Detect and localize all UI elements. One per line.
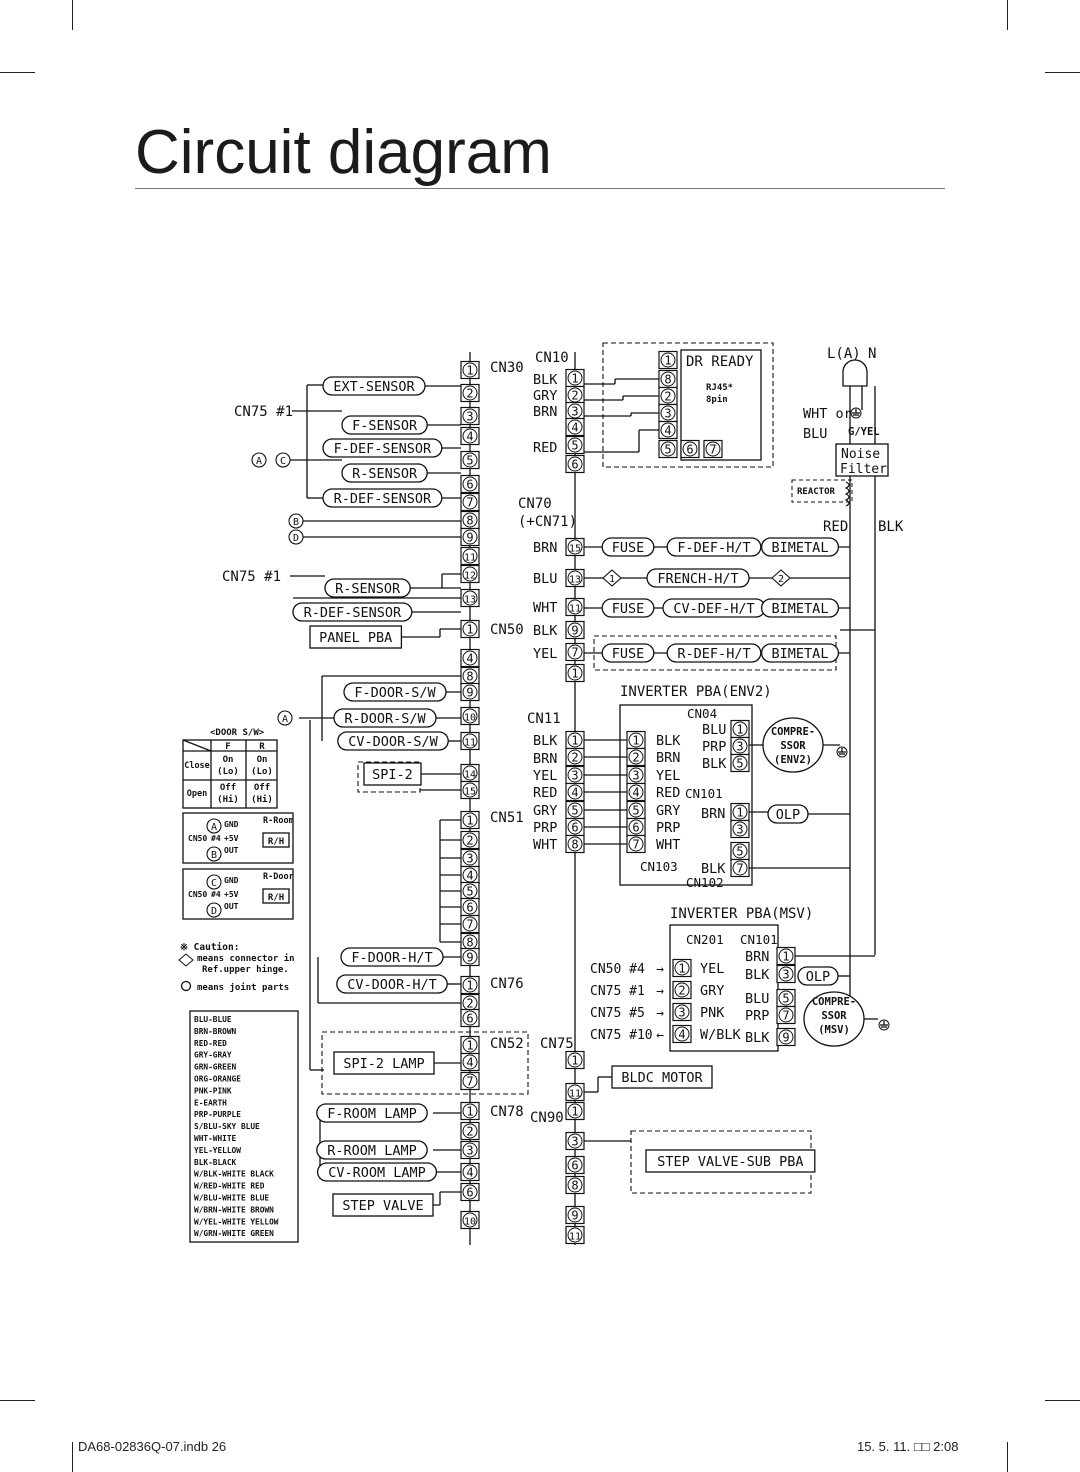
page-title: Circuit diagram	[135, 118, 552, 187]
connector-label: CN51	[490, 810, 524, 826]
legend-entry: BLU-BLUE	[194, 1015, 232, 1024]
pin-number: 6	[571, 1158, 579, 1173]
wire-color-label: BRN	[745, 949, 770, 965]
legend-entry: RED-RED	[194, 1038, 227, 1048]
component-label: F-DOOR-S/W	[354, 685, 436, 701]
wire-color-label: YEL	[656, 768, 681, 784]
pin-number: 8	[466, 513, 474, 528]
pin-number: 7	[466, 1074, 474, 1089]
sensor-pin-label: GND	[224, 820, 239, 829]
pin-number: 13	[568, 574, 582, 586]
wire-color-label: PRP	[745, 1008, 770, 1024]
table-header: R	[259, 742, 265, 752]
connector-label: CN102	[686, 875, 724, 890]
component-label: R-DEF-SENSOR	[333, 491, 432, 507]
table-cell: (Hi)	[251, 795, 273, 805]
table-cell: (Lo)	[251, 767, 273, 777]
connector-label: CN11	[527, 711, 561, 727]
component-label: R-DEF-H/T	[677, 646, 751, 662]
pin-number: 1	[571, 1053, 579, 1068]
pin-number: 1	[466, 1104, 474, 1119]
sensor-cn-label: CN50	[188, 834, 208, 843]
pin-number: 7	[466, 495, 474, 510]
diamond-label: 2	[777, 574, 785, 585]
wire-color-label: RED	[533, 440, 558, 456]
power-label: BLU	[803, 426, 828, 442]
arrow-icon: →	[656, 962, 664, 977]
connector-label: CN30	[490, 360, 524, 376]
caution-text: means joint parts	[197, 983, 290, 993]
table-row-label: Open	[186, 789, 208, 799]
pin-number: 5	[664, 442, 672, 457]
wire-color-label: BLK	[702, 756, 727, 772]
sensor-pin-label: OUT	[224, 846, 239, 855]
pin-number: 5	[782, 991, 790, 1006]
wire-color-label: RED	[656, 785, 681, 801]
pin-number: 1	[678, 961, 686, 976]
connector-label: CN75 #1	[234, 404, 294, 420]
pin-number: 8	[466, 669, 474, 684]
wire-color-label: BLU	[533, 571, 558, 587]
pin-number: 3	[571, 768, 579, 783]
connector-label: CN75 #1	[222, 569, 282, 585]
wire-color-label: BRN	[533, 540, 558, 556]
pin-number: 4	[571, 420, 579, 435]
component-label: CV-DOOR-S/W	[348, 734, 438, 750]
wire-color-label: YEL	[533, 768, 558, 784]
legend-entry: W/BLK-WHITE BLACK	[194, 1169, 274, 1179]
component-label: F-DEF-H/T	[677, 540, 751, 556]
component-label: CV-DEF-H/T	[673, 601, 755, 617]
pin-number: 7	[466, 917, 474, 932]
wire-color-label: BRN	[656, 750, 681, 766]
wire-color-label: GRY	[533, 803, 558, 819]
component-label: FUSE	[611, 540, 645, 556]
pin-number: 5	[571, 438, 579, 453]
pin-number: 5	[571, 803, 579, 818]
pin-number: 6	[632, 820, 640, 835]
diamond-label: 1	[608, 574, 616, 585]
circle-marker-label: C	[210, 878, 218, 889]
legend-entry: PNK-PINK	[194, 1086, 232, 1096]
pin-number: 1	[736, 722, 744, 737]
legend-entry: S/BLU-SKY BLUE	[194, 1122, 260, 1132]
component-label: R-SENSOR	[352, 466, 418, 482]
sensor-pin-label: OUT	[224, 902, 239, 911]
legend-entry: YEL-YELLOW	[194, 1145, 241, 1155]
inverter-title: INVERTER PBA(ENV2)	[620, 684, 772, 700]
connector-label: CN70	[518, 496, 552, 512]
compressor-label: SSOR	[780, 740, 806, 752]
pin-number: 1	[736, 805, 744, 820]
pin-number: 1	[466, 1038, 474, 1053]
pin-number: 4	[466, 1165, 474, 1180]
wire-color-label: GRY	[700, 983, 725, 999]
power-label: Filter	[840, 462, 887, 477]
connector-label: CN50	[490, 622, 524, 638]
connector-label: CN75	[540, 1036, 574, 1052]
circle-marker-label: C	[279, 456, 287, 467]
pin-number: 3	[736, 822, 744, 837]
power-label: G/YEL	[848, 426, 880, 438]
pin-number: 2	[678, 983, 686, 998]
pin-number: 9	[466, 530, 474, 545]
diamond-icon	[179, 954, 193, 966]
inverter-title: INVERTER PBA(MSV)	[670, 906, 814, 922]
pin-number: 8	[466, 935, 474, 950]
component-label: FUSE	[611, 601, 645, 617]
pin-number: 15	[568, 543, 582, 555]
pin-number: 2	[571, 388, 579, 403]
wire-color-label: PRP	[656, 820, 681, 836]
pin-number: 1	[782, 949, 790, 964]
pin-number: 1	[664, 353, 672, 368]
legend-entry: BLK-BLACK	[194, 1157, 237, 1167]
pin-number: 1	[466, 622, 474, 637]
pin-number: 3	[736, 739, 744, 754]
arrow-icon: →	[656, 1006, 664, 1021]
table-cell: On	[256, 755, 268, 765]
pin-number: 9	[571, 1208, 579, 1223]
pin-number: 2	[466, 386, 474, 401]
pin-number: 9	[782, 1030, 790, 1045]
wire-color-label: BLK	[701, 861, 726, 877]
pin-number: 4	[466, 868, 474, 883]
connector-label: CN76	[490, 976, 524, 992]
pin-number: 13	[463, 594, 477, 606]
table-cell: On	[222, 755, 234, 765]
component-label: F-DEF-SENSOR	[333, 441, 432, 457]
sensor-cn-label: CN50	[188, 890, 208, 899]
wire-color-label: PRP	[702, 739, 727, 755]
table-cell: (Lo)	[217, 767, 239, 777]
pin-number: 4	[678, 1027, 686, 1042]
table-header: F	[225, 742, 231, 752]
legend-entry: E-EARTH	[194, 1098, 227, 1108]
pin-number: 7	[571, 645, 579, 660]
pin-number: 1	[571, 666, 579, 681]
wire-color-label: BLU	[702, 722, 727, 738]
pin-number: 7	[632, 837, 640, 852]
sensor-pin-label: #4	[211, 890, 221, 899]
pin-number: 4	[466, 429, 474, 444]
pin-number: 7	[736, 861, 744, 876]
sensor-pin-label: #4	[211, 834, 221, 843]
circle-marker-label: A	[210, 822, 218, 833]
pin-count-label: 8pin	[706, 395, 728, 405]
wire-color-label: YEL	[533, 646, 558, 662]
pin-number: 4	[466, 1055, 474, 1070]
wire-color-label: BLK	[745, 1030, 770, 1046]
pin-number: 8	[664, 372, 672, 387]
rh-label: R/H	[267, 837, 285, 847]
compressor-label: COMPRE-	[770, 726, 816, 738]
connector-label: CN201	[686, 932, 724, 947]
wire	[183, 740, 211, 751]
component-label: BLDC MOTOR	[621, 1070, 703, 1086]
pin-number: 6	[466, 1185, 474, 1200]
caution-text: means connector in	[197, 954, 295, 964]
pin-number: 3	[632, 768, 640, 783]
component-label: SPI-2 LAMP	[343, 1056, 425, 1072]
power-plug-icon	[843, 360, 867, 386]
pin-number: 4	[571, 785, 579, 800]
component-label: OLP	[805, 969, 831, 985]
component-label: PANEL PBA	[319, 630, 393, 646]
pin-number: 3	[466, 851, 474, 866]
pin-number: 11	[568, 1231, 582, 1243]
component-label: STEP VALVE	[342, 1198, 424, 1214]
legend-entry: ORG-ORANGE	[194, 1074, 241, 1084]
wire-color-label: BLU	[745, 991, 770, 1007]
component-label: BIMETAL	[771, 540, 829, 556]
caution-title: ※ Caution:	[180, 942, 240, 953]
reactor-label: REACTOR	[797, 487, 835, 497]
pin-number: 6	[686, 442, 694, 457]
circle-marker-label: B	[210, 850, 218, 861]
component-label: EXT-SENSOR	[333, 379, 415, 395]
pin-number: 10	[463, 712, 477, 724]
pin-number: 6	[466, 1011, 474, 1026]
pin-number: 11	[463, 552, 477, 564]
pin-number: 5	[632, 803, 640, 818]
power-label: RED	[823, 519, 849, 535]
pin-number: 1	[571, 733, 579, 748]
pin-number: 5	[736, 844, 744, 859]
pin-number: 9	[466, 950, 474, 965]
legend-entry: W/RED-WHITE RED	[194, 1181, 265, 1191]
pin-number: 8	[571, 1178, 579, 1193]
sensor-pin-label: +5V	[224, 834, 239, 843]
pin-number: 9	[571, 623, 579, 638]
component-label: R-SENSOR	[335, 581, 401, 597]
wire-color-label: BLK	[533, 372, 558, 388]
pin-number: 2	[571, 750, 579, 765]
compressor-label: SSOR	[821, 1010, 847, 1022]
wire-color-label: WHT	[533, 600, 558, 616]
sensor-name-label: R-Door	[263, 872, 294, 882]
wire-color-label: BLK	[533, 733, 558, 749]
wire-color-label: PNK	[700, 1005, 725, 1021]
circle-marker-label: B	[292, 517, 300, 528]
pin-number: 7	[782, 1008, 790, 1023]
circle-marker-label: A	[255, 456, 263, 467]
footer-date: 15. 5. 11. □□ 2:08	[857, 1439, 959, 1454]
component-label: STEP VALVE-SUB PBA	[657, 1154, 804, 1170]
pin-number: 1	[571, 1104, 579, 1119]
component-label: F-ROOM LAMP	[327, 1106, 417, 1122]
door-table-title: <DOOR S/W>	[210, 728, 265, 738]
wire-color-label: BRN	[533, 404, 558, 420]
wire-color-label: PRP	[533, 820, 558, 836]
pin-number: 11	[463, 737, 477, 749]
pin-number: 3	[466, 1143, 474, 1158]
wire-color-label: BLK	[745, 967, 770, 983]
wire-color-label: BLK	[656, 733, 681, 749]
power-label: WHT or	[803, 406, 852, 422]
wire-color-label: RED	[533, 785, 558, 801]
wire-color-label: GRY	[656, 803, 681, 819]
pin-number: 1	[466, 363, 474, 378]
connector-label: CN52	[490, 1036, 524, 1052]
pin-number: 5	[466, 884, 474, 899]
pin-number: 3	[782, 967, 790, 982]
pin-number: 3	[678, 1005, 686, 1020]
connector-label: CN78	[490, 1104, 524, 1120]
legend-entry: GRY-GRAY	[194, 1050, 232, 1060]
pin-number: 11	[568, 603, 582, 615]
pin-number: 6	[466, 900, 474, 915]
pin-number: 1	[466, 813, 474, 828]
component-label: CV-DOOR-H/T	[347, 977, 437, 993]
pin-number: 3	[664, 406, 672, 421]
sensor-name-label: R-Room	[263, 816, 294, 826]
msv-input-label: CN75 #5	[590, 1006, 645, 1021]
wire-color-label: BLK	[533, 623, 558, 639]
wire-color-label: YEL	[700, 961, 725, 977]
legend-entry: WHT-WHITE	[194, 1134, 237, 1143]
circle-marker-label: D	[292, 533, 300, 544]
pin-number: 4	[466, 651, 474, 666]
component-label: R-DEF-SENSOR	[303, 605, 402, 621]
connector-label: CN10	[535, 350, 569, 366]
compressor-label: COMPRE-	[811, 996, 857, 1008]
wire-color-label: WHT	[533, 837, 558, 853]
msv-input-label: CN50 #4	[590, 962, 645, 977]
pin-number: 8	[571, 837, 579, 852]
component-label: CV-ROOM LAMP	[328, 1165, 426, 1181]
wire-color-label: WHT	[656, 837, 681, 853]
msv-input-label: CN75 #1	[590, 984, 645, 999]
pin-number: 5	[466, 453, 474, 468]
legend-entry: BRN-BROWN	[194, 1026, 237, 1036]
legend-entry: PRP-PURPLE	[194, 1110, 241, 1120]
legend-entry: W/YEL-WHITE YELLOW	[194, 1217, 279, 1227]
component-label: F-SENSOR	[352, 418, 418, 434]
connector-label: CN04	[687, 706, 718, 721]
footer-file: DA68-02836Q-07.indb 26	[78, 1439, 227, 1454]
legend-entry: W/BRN-WHITE BROWN	[194, 1205, 274, 1215]
pin-number: 3	[466, 409, 474, 424]
arrow-icon: →	[656, 984, 664, 999]
pin-number: 12	[463, 570, 477, 582]
sensor-pin-label: GND	[224, 876, 239, 885]
component-label: BIMETAL	[771, 646, 829, 662]
legend-entry: W/GRN-WHITE GREEN	[194, 1229, 274, 1239]
circle-marker-label: A	[281, 714, 289, 725]
connector-label: CN103	[640, 859, 678, 874]
wire-color-label: BRN	[533, 751, 558, 767]
component-label: BIMETAL	[771, 601, 829, 617]
pin-number: 4	[632, 785, 640, 800]
arrow-icon: ←	[656, 1028, 664, 1043]
wire-color-label: GRY	[533, 388, 558, 404]
dr-ready-title: DR READY	[686, 354, 754, 370]
legend-entry: GRN-GREEN	[194, 1062, 237, 1072]
pin-number: 2	[466, 1124, 474, 1139]
pin-number: 6	[466, 477, 474, 492]
table-cell: (Hi)	[217, 795, 239, 805]
component-label: FUSE	[611, 646, 645, 662]
pin-number: 1	[466, 978, 474, 993]
connector-label: CN101	[740, 932, 778, 947]
pin-number: 7	[709, 442, 717, 457]
component-label: F-DOOR-H/T	[351, 950, 433, 966]
pin-number: 10	[463, 1216, 477, 1228]
component-label: OLP	[775, 807, 801, 823]
table-row-label: Close	[184, 761, 210, 771]
pin-number: 1	[571, 371, 579, 386]
rj45-label: RJ45*	[706, 383, 734, 393]
pin-number: 15	[463, 786, 477, 798]
wire-color-label: BRN	[701, 806, 726, 822]
connector-label: (+CN71)	[518, 514, 578, 530]
pin-number: 5	[736, 756, 744, 771]
sensor-pin-label: +5V	[224, 890, 239, 899]
table-cell: Off	[219, 783, 237, 793]
circle-marker-label: D	[210, 906, 218, 917]
pin-number: 2	[664, 389, 672, 404]
pin-number: 2	[632, 750, 640, 765]
caution-text: Ref.upper hinge.	[202, 965, 289, 975]
power-label: Noise	[841, 447, 881, 462]
pin-number: 2	[466, 833, 474, 848]
pin-number: 4	[664, 423, 672, 438]
rh-label: R/H	[267, 893, 285, 903]
pin-number: 6	[571, 457, 579, 472]
compressor-label: (ENV2)	[774, 754, 812, 766]
power-label: L(A)	[827, 346, 861, 362]
msv-input-label: CN75 #10	[590, 1028, 653, 1043]
component-label: SPI-2	[372, 767, 413, 783]
legend-entry: W/BLU-WHITE BLUE	[194, 1193, 270, 1203]
component-label: R-DOOR-S/W	[344, 711, 426, 727]
pin-number: 3	[571, 1134, 579, 1149]
power-label: BLK	[878, 519, 904, 535]
wire-color-label: W/BLK	[700, 1027, 741, 1043]
component-label: R-ROOM LAMP	[327, 1143, 417, 1159]
compressor-label: (MSV)	[818, 1024, 850, 1036]
pin-number: 2	[466, 996, 474, 1011]
pin-number: 3	[571, 404, 579, 419]
pin-number: 9	[466, 685, 474, 700]
pin-number: 11	[568, 1088, 582, 1100]
component-label: FRENCH-H/T	[657, 571, 739, 587]
pin-number: 1	[632, 733, 640, 748]
connector-label: CN90	[530, 1110, 564, 1126]
power-label: N	[868, 346, 877, 362]
pin-number: 14	[463, 769, 477, 781]
table-cell: Off	[253, 783, 271, 793]
pin-number: 6	[571, 820, 579, 835]
joint-icon	[182, 982, 191, 991]
connector-label: CN101	[685, 786, 723, 801]
